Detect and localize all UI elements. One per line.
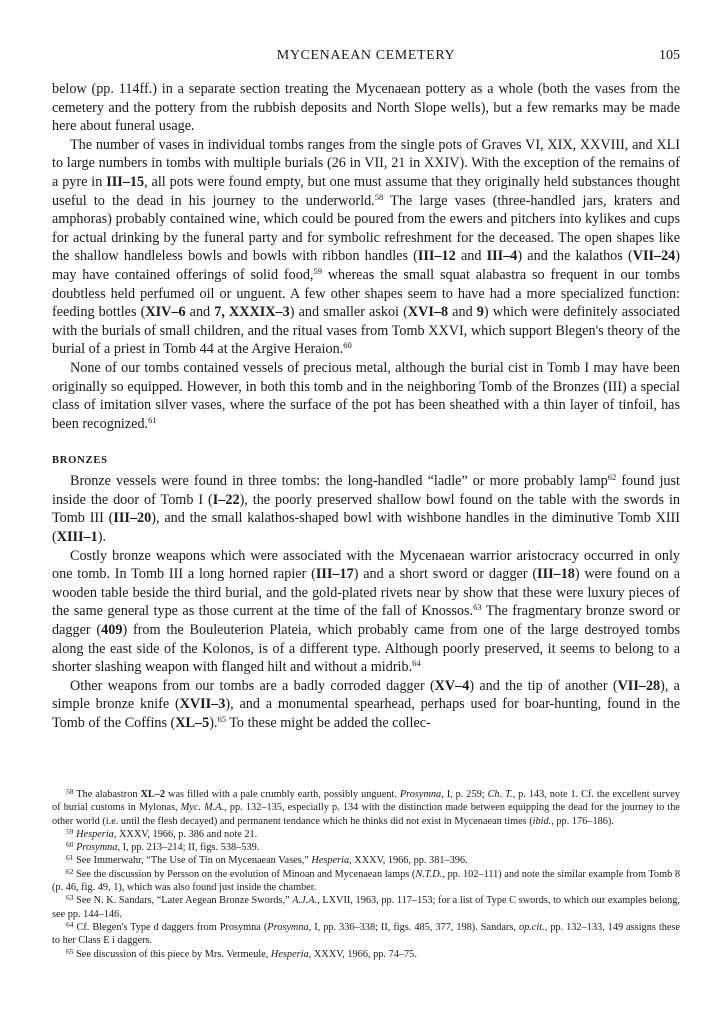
footnote-ref: 61 [148, 414, 157, 425]
catalogue-ref: XVI–8 [407, 304, 449, 321]
running-title: MYCENAEAN CEMETERY [276, 48, 456, 63]
body-text [52, 80, 680, 733]
paragraph-4: Bronze vessels were found in three tombs: the long-handled “ladle” or more probably lamp$^{62}$ found just inside the door of Tomb I (I–22), the poorly preserved shallow bowl found on the table with the swords in Tomb III (III–20), and the small kalathos-shaped bowl with wishbone handles in the diminutive Tomb XIII (XIII–1). [52, 472, 681, 546]
catalogue-ref: XIV–6 [145, 304, 186, 321]
footnote-59: $^{59}$ Hesperia, XXXV, 1966, p. 386 and note 21. [66, 826, 258, 840]
paragraph-1: below (pp. 114ff.) in a separate section treating the Mycenaean pottery as a whole (both the vases from the cemetery and the pottery from the rubbish deposits and North Slope wells), but a few remarks may be made here about funeral usage. [52, 81, 680, 135]
footnote-58: $^{58}$ The alabastron XL–2 was filled with a pale crumbly earth, possibly unguent. Prosymna, I, p. 259; Ch. T., p. 143, note 1. Cf. the excellent survey of burial customs in Mylonas, Myc. M.A., pp. 132–135, especially p. 134 with the distinction made between equipping the dead for the journey to the other world (i.e. until the flesh decayed) and permanent tendance which he thinks did not exist in Mycenaean times (ibid., pp. 176–186). [52, 787, 681, 827]
footnotes [52, 788, 680, 961]
paragraph-2: The number of vases in individual tombs ranges from the single pots of Graves VI, XIX, XXVIII, and XLI to large numbers in tombs with multiple burials (26 in VII, 21 in XXIV). With the exception of the remains of a pyre in III–15, all pots were found empty, but one must assume that they originally held substances thought useful to the dead in his journey to the underworld.$^{58}$ The large vases (three-handled jars, kraters and amphoras) probably contained wine, which could be poured from the ewers and pitchers into kylikes and cups for actual drinking by the funeral party and for symbolic refreshment for the deceased. The open shapes like the shallow handleless bowls and bowls with ribbon handles (III–12 and III–4) and the kalathos (VII–24) may have contained offerings of solid food,$^{59}$ whereas the small squat alabastra so frequent in our tombs doubtless held perfumed oil or unguent. A few other shapes seem to have had a more specialized function: feeding bottles (XIV–6 and 7, XXXIX–3) and smaller askoi (XVI–8 and 9) which were definitely associated with the burials of small children, and the ritual vases from Tomb XXVI, which support Blegen's theory of the burial of a priest in Tomb 44 at the Argive Heraion.$^{60}$ [52, 136, 681, 358]
footnote-ref: 58 [374, 191, 384, 202]
catalogue-ref: III–12 [417, 248, 456, 265]
catalogue-ref: XIII–1 [56, 529, 98, 546]
footnote-ref: 60 [343, 340, 352, 351]
section-heading: BRONZES [52, 455, 108, 467]
footnote-ref: 64 [412, 658, 421, 669]
footnote-ref: 62 [607, 472, 617, 483]
footnote-ref: 63 [473, 602, 482, 613]
footnote-64: $^{64}$ Cf. Blegen's Type d daggers from Prosymna (Prosymna, I, pp. 336–338; II, figs. 485, 377, 198). Sandars, op.cit., pp. 132–133, 149 assigns these to her Class E i daggers. [52, 919, 680, 947]
catalogue-ref: III–17 [315, 566, 354, 583]
footnote-63: $^{63}$ See N. K. Sandars, “Later Aegean Bronze Swords,” A.J.A., LXVII, 1963, pp. 117–153; for a list of Type C swords, to which our examples belong, see pp. 144–146. [52, 893, 680, 920]
paragraph-5: Costly bronze weapons which were associated with the Mycenaean warrior aristocracy occurred in only one tomb. In Tomb III a long horned rapier (III–17) and a short sword or dagger (III–18) were found on a wooden table beside the third burial, and the gold-plated rivets near by show that these were luxury pieces of the same general type as those current at the time of the fall of Knossos.$^{63}$ The fragmentary bronze sword or dagger (409) from the Bouleuterion Plateia, which probably came from one of the large destroyed tombs along the east side of the Kolonos, is of a different type. Although poorly preserved, it seems to belong to a shorter slashing weapon with flanged hilt and without a midrib.$^{64}$ [52, 547, 681, 676]
paragraph-6: Other weapons from our tombs are a badly corroded dagger (XV–4) and the tip of another (VII–28), a simple bronze knife (XVII–3), and a monumental spearhead, perhaps used for boar-hunting, found in the Tomb of the Coffins (XL–5).$^{65}$ To these might be added the collec- [52, 677, 680, 731]
footnote-65: $^{65}$ See discussion of this piece by Mrs. Vermeule, Hesperia, XXXV, 1966, pp. 74–75. [66, 946, 417, 960]
footnote-62: $^{62}$ See the discussion by Persson on the evolution of Minoan and Mycenaean lamps (N.T.D., pp. 102–111) and note the similar example from Tomb 8 (p. 46, fig. 49, 1), which was also found just inside the chamber. [52, 866, 680, 894]
catalogue-ref: 409 [101, 622, 123, 639]
catalogue-ref: III–4 [486, 248, 518, 265]
catalogue-ref: I–22 [212, 491, 240, 508]
catalogue-ref: 9 [476, 304, 484, 321]
catalogue-ref: III–20 [113, 510, 152, 527]
running-header [52, 48, 680, 68]
catalogue-ref: XL–5 [175, 715, 210, 731]
footnote-60: $^{60}$ Prosymna, I, pp. 213–214; II, figs. 538–539. [66, 840, 260, 854]
footnote-61: $^{61}$ See Immerwahr, “The Use of Tin on Mycenaean Vases,” Hesperia, XXXV, 1966, pp. 381–396. [66, 853, 468, 867]
catalogue-ref: III–15 [106, 173, 145, 190]
footnote-ref: 65 [217, 714, 226, 724]
catalogue-ref: VII–28 [617, 677, 661, 694]
catalogue-ref: 7, XXXIX–3 [214, 304, 290, 321]
catalogue-ref: XV–4 [434, 677, 470, 694]
catalogue-ref: III–18 [537, 566, 575, 583]
catalogue-ref: XVII–3 [179, 696, 226, 713]
paragraph-3: None of our tombs contained vessels of precious metal, although the burial cist in Tomb I may have been originally so equipped. However, in both this tomb and in the neighboring Tomb of the Bronzes (III) a special class of imitation silver vases, where the surface of the pot has been sheathed with a thin layer of tinfoil, has been recognized.$^{61}$ [52, 359, 680, 432]
catalogue-ref: VII–24 [632, 248, 676, 265]
page-number: 105 [659, 48, 680, 63]
footnote-ref: 59 [313, 265, 322, 276]
